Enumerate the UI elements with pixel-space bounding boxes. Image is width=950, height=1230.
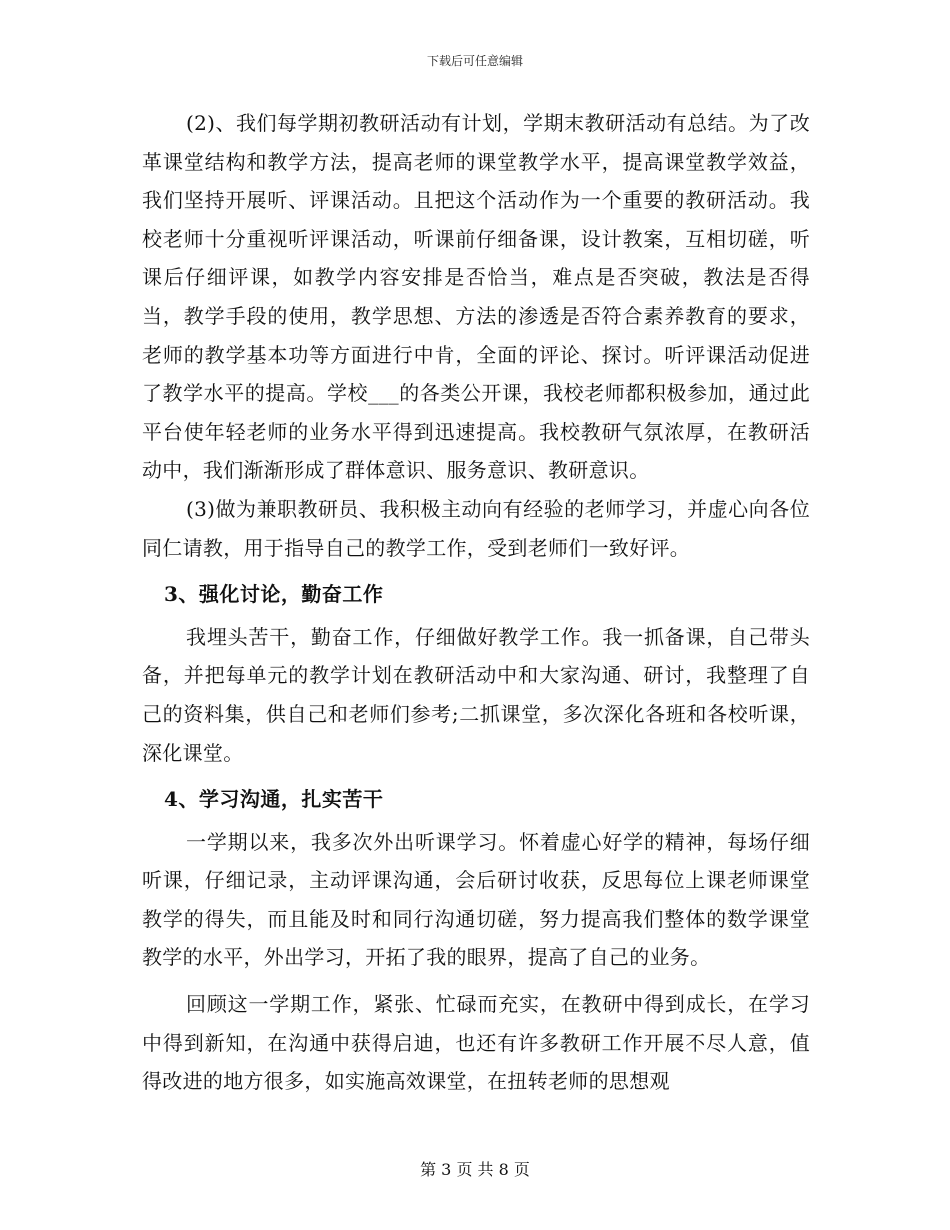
paragraph-part-time-researcher: (3)做为兼职教研员、我积极主动向有经验的老师学习，并虚心向各位同仁请教，用于指导自己的教学工作，受到老师们一致好评。 [142,496,810,560]
page-header-note: 下载后可任意编辑 [426,54,523,68]
document-body [142,104,810,1101]
section-heading-3: 3、强化讨论，勤奋工作 [164,582,384,607]
page-number-footer: 第 3 页 共 8 页 [420,1160,530,1179]
section-heading-4: 4、学习沟通，扎实苦干 [164,787,384,812]
paragraph-teaching-research-plan: (2)、我们每学期初教研活动有计划，学期末教研活动有总结。为了改革课堂结构和教学方法，提高老师的课堂教学水平，提高课堂教学效益，我们坚持开展听、评课活动。且把这个活动作为一个重要的教研活动。我校老师十分重视听评课活动，听课前仔细备课，设计教案，互相切磋，听课后仔细评课，如教学内容安排是否恰当，难点是否突破，教法是否得当，教学手段的使用，教学思想、方法的渗透是否符合素养教育的要求，老师的教学基本功等方面进行中肯，全面的评论、探讨。听评课活动促进了教学水平的提高。学校___的各类公开课，我校老师都积极参加，通过此平台使年轻老师的业务水平得到迅速提高。我校教研气氛浓厚，在教研活动中，我们渐渐形成了群体意识、服务意识、教研意识。 [142,111,810,483]
paragraph-review: 回顾这一学期工作，紧张、忙碌而充实，在教研中得到成长，在学习中得到新知，在沟通中获得启迪，也还有许多教研工作开展不尽人意，值得改进的地方很多，如实施高效课堂，在扭转老师的思想观 [142,992,810,1094]
paragraph-learning-exchange: 一学期以来，我多次外出听课学习。怀着虚心好学的精神，每场仔细听课，仔细记录，主动评课沟通，会后研讨收获，反思每位上课老师课堂教学的得失，而且能及时和同行沟通切磋，努力提高我们整体的数学课堂教学的水平，外出学习，开拓了我的眼界，提高了自己的业务。 [142,829,810,970]
paragraph-hard-work: 我埋头苦干，勤奋工作，仔细做好教学工作。我一抓备课，自己带头备，并把每单元的教学计划在教研活动中和大家沟通、研讨，我整理了自己的资料集，供自己和老师们参考;二抓课堂，多次深化各班和各校听课，深化课堂。 [142,624,810,765]
